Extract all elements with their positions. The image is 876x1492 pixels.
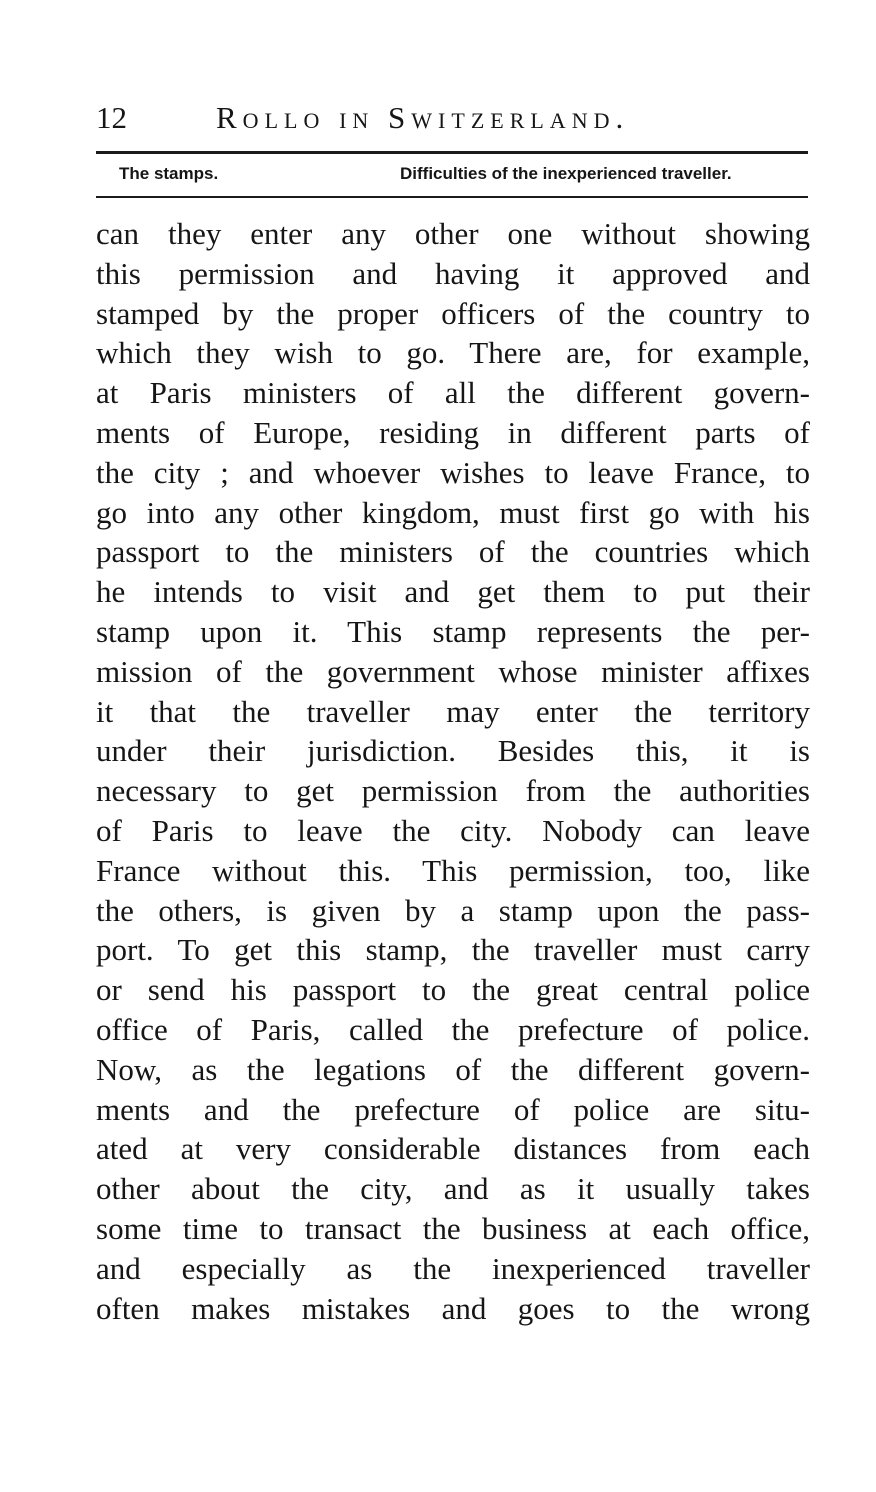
body-text [96, 214, 810, 1328]
text-line: other about the city, and as it usually takes [96, 1171, 810, 1207]
text-line: it that the traveller may enter the territory [96, 693, 810, 729]
text-line: he intends to visit and get them to put their [96, 574, 810, 610]
header-rule-top [96, 151, 808, 154]
text-line: this permission and having it approved and [96, 255, 810, 291]
header-rule-bottom [96, 196, 808, 198]
text-line: office of Paris, called the prefecture of police. [96, 1011, 810, 1047]
text-line: stamp upon it. This stamp represents the per- [96, 613, 810, 649]
text-line: at Paris ministers of all the different govern- [96, 375, 810, 411]
text-line: port. To get this stamp, the traveller must carry [96, 932, 810, 968]
right-subhead: Difficulties of the inexperienced traveller. [400, 164, 732, 183]
text-line: Now, as the legations of the different govern- [96, 1051, 810, 1087]
text-line: France without this. This permission, too, like [96, 852, 810, 888]
text-line: ated at very considerable distances from each [96, 1131, 810, 1167]
text-line: can they enter any other one without showing [96, 216, 810, 251]
text-line: under their jurisdiction. Besides this, it is [96, 733, 810, 769]
text-line: go into any other kingdom, must first go with his [96, 494, 810, 530]
text-line: ments and the prefecture of police are situ- [96, 1091, 810, 1127]
page-number: 12 [96, 100, 127, 135]
book-title: Rollo in Switzerland. [216, 100, 630, 135]
text-line: passport to the ministers of the countries which [96, 534, 810, 570]
text-line: which they wish to go. There are, for example, [96, 335, 810, 371]
text-line: the city ; and whoever wishes to leave France, to [96, 454, 810, 490]
text-line: of Paris to leave the city. Nobody can leave [96, 812, 810, 848]
text-line: mission of the government whose minister affixes [96, 653, 810, 689]
text-line: and especially as the inexperienced traveller [96, 1250, 810, 1286]
text-line: or send his passport to the great central police [96, 972, 810, 1008]
text-line: ments of Europe, residing in different parts of [96, 414, 810, 450]
text-line: often makes mistakes and goes to the wrong [96, 1290, 810, 1326]
text-line: stamped by the proper officers of the country to [96, 295, 810, 331]
text-line: the others, is given by a stamp upon the pass- [96, 892, 810, 928]
text-line: necessary to get permission from the authorities [96, 773, 810, 809]
left-subhead: The stamps. [119, 164, 219, 183]
running-head [96, 92, 812, 142]
text-line: some time to transact the business at each office, [96, 1210, 810, 1246]
